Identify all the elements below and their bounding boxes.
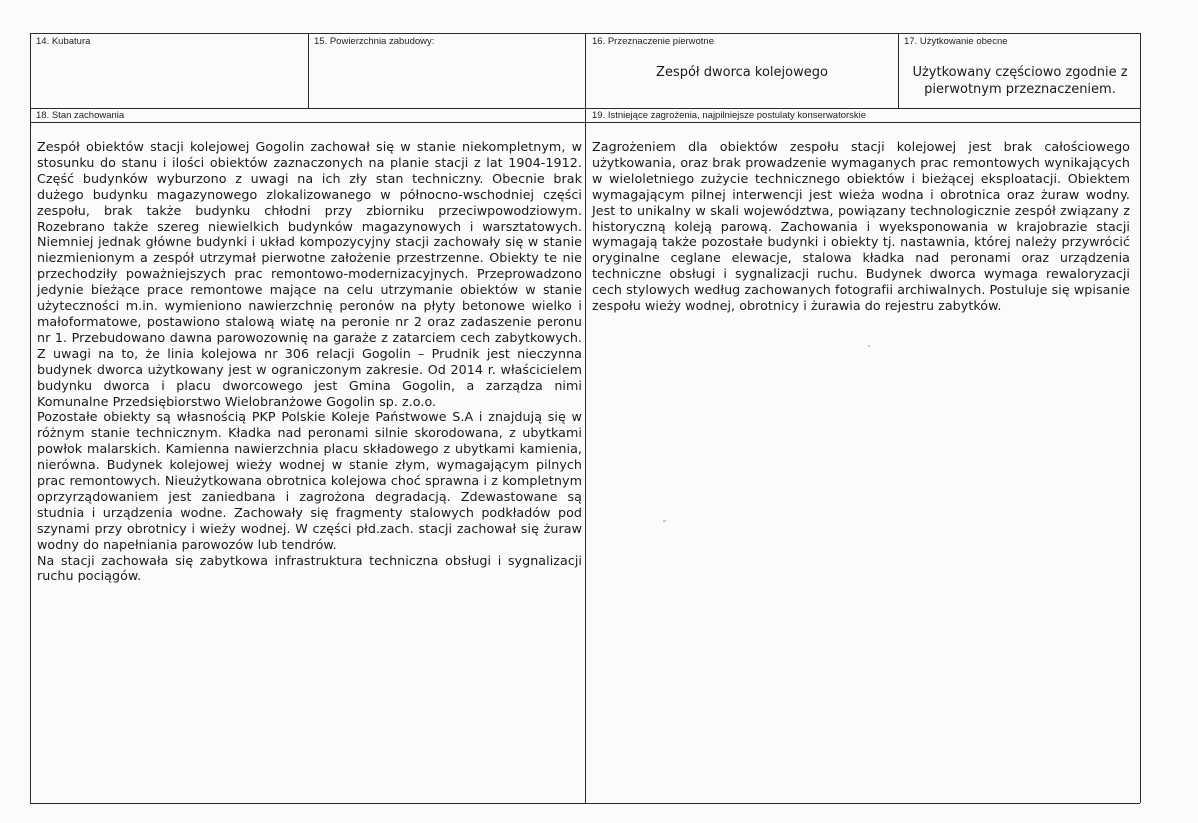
kubatura-label: 14. Kubatura — [36, 36, 91, 47]
przeznaczenie-pierwotne-label: 16. Przeznaczenie pierwotne — [592, 36, 714, 47]
zagrozenia-postulaty-label: 19. Istniejące zagrożenia, najpilniejsze postulaty konserwatorskie — [592, 110, 867, 121]
stan-zachowania-text — [37, 139, 582, 584]
stan-zachowania-label: 18. Stan zachowania — [36, 110, 125, 121]
column-divider-14-15 — [308, 33, 309, 108]
zagrozenia-postulaty-text — [592, 139, 1130, 314]
stan-zachowania-paragraph: Zespół obiektów stacji kolejowej Gogolin zachował się w stanie niekompletnym, w stosunku do stanu i ilości obiektów zaznaczonych na planie stacji z lat 1904-1912. Część budynków wyburzono z uwagi na ich zły stan techniczny. Obecnie brak dużego budynku magazynowego zlokalizowanego w północno-wschodniej części zespołu, brak także budynku chłodni przy zbiorniku przeciwpowodziowym. Rozebrano także szereg niewielkich budynków magazynowych i warsztatowych. Niemniej jednak główne budynki i układ kompozycyjny stacji zachowały się w stanie niezmienionym a zespół utrzymał pierwotne założenie przestrzenne. Obiekty te nie przechodziły poważniejszych prac remontowo-modernizacyjnych. Przeprowadzono jedynie bieżące prace remontowe mające na celu utrzymanie obiektów w stanie użyteczności m.in. wymieniono nawierzchnię peronów na płyty betonowe wielko i małoformatowe, postawiono stalową wiatę na peronie nr 2 oraz zadaszenie peronu nr 1. Przebudowano dawna parowozownię na garaże z zatarciem cech zabytkowych. Z uwagi na to, że linia kolejowa nr 306 relacji Gogolin – Prudnik jest nieczynna budynek dworca użytkowany jest w ograniczonym zakresie. Od 2014 r. właścicielem budynku dworca i placu dworcowego jest Gmina Gogolin, a zarządza nimi Komunalne Przedsiębiorstwo Wielobranżowe Gogolin sp. z.o.o. — [37, 139, 582, 409]
scan-speck — [868, 345, 870, 347]
scan-speck — [663, 520, 666, 522]
uzytkowanie-obecne-label: 17. Użytkowanie obecne — [904, 36, 1008, 47]
table-left-border — [30, 33, 31, 803]
table-right-border — [1140, 33, 1141, 803]
uzytkowanie-obecne-value: Użytkowany częściowo zgodnie z pierwotnym przeznaczeniem. — [912, 65, 1128, 97]
przeznaczenie-pierwotne-value: Zespół dworca kolejowego — [656, 65, 828, 80]
column-divider-main — [585, 33, 586, 803]
stan-zachowania-paragraph: Na stacji zachowała się zabytkowa infrastruktura techniczna obsługi i sygnalizacji ruchu pociągów. — [37, 552, 582, 584]
powierzchnia-zabudowy-label: 15. Powierzchnia zabudowy: — [314, 36, 435, 47]
column-divider-16-17 — [898, 33, 899, 108]
table-bottom-border — [30, 803, 1140, 804]
stan-zachowania-paragraph: Pozostałe obiekty są własnością PKP Polskie Koleje Państwowe S.A i znajdują się w różnym stanie technicznym. Kładka nad peronami silnie skorodowana, z ubytkami powłok malarskich. Kamienna nawierzchnia placu składowego z ubytkami kamienia, nierówna. Budynek kolejowej wieży wodnej w stanie złym, wymagającym pilnych prac remontowych. Nieużytkowana obrotnica kolejowa choć sprawna i z kompletnym oprzyrządowaniem jest zaniedbana i zagrożona degradacją. Zdewastowane są studnia i urządzenia wodne. Zachowały się fragmenty stalowych podkładów pod szynami przy obrotnicy i wieży wodnej. W części płd.zach. stacji zachował się żuraw wodny do napełniania parowozów lub tendrów. — [37, 409, 582, 552]
zagrozenia-paragraph: Zagrożeniem dla obiektów zespołu stacji kolejowej jest brak całościowego użytkowania, oraz brak prowadzenie wymaganych prac remontowych wynikających w wieloletniego zużycie technicznego obiektów i bieżącej eksploatacji. Obiektem wymagającym pilnej interwencji jest wieża wodna i obrotnica oraz żuraw wodny. Jest to unikalny w skali województwa, powiązany technologicznie zespół związany z historyczną koleją parową. Zachowania i wyeksponowania w krajobrazie stacji wymagają także pozostałe budynki i obiekty tj. nastawnia, której należy przywrócić oryginalne ceglane elewacje, stalowa kładka nad peronami oraz urządzenia techniczne obsługi i sygnalizacji ruchu. Budynek dworca wymaga rewaloryzacji cech stylowych według zachowanych fotografii archiwalnych. Postuluje się wpisanie zespołu wieży wodnej, obrotnicy i żurawia do rejestru zabytków. — [592, 139, 1130, 314]
